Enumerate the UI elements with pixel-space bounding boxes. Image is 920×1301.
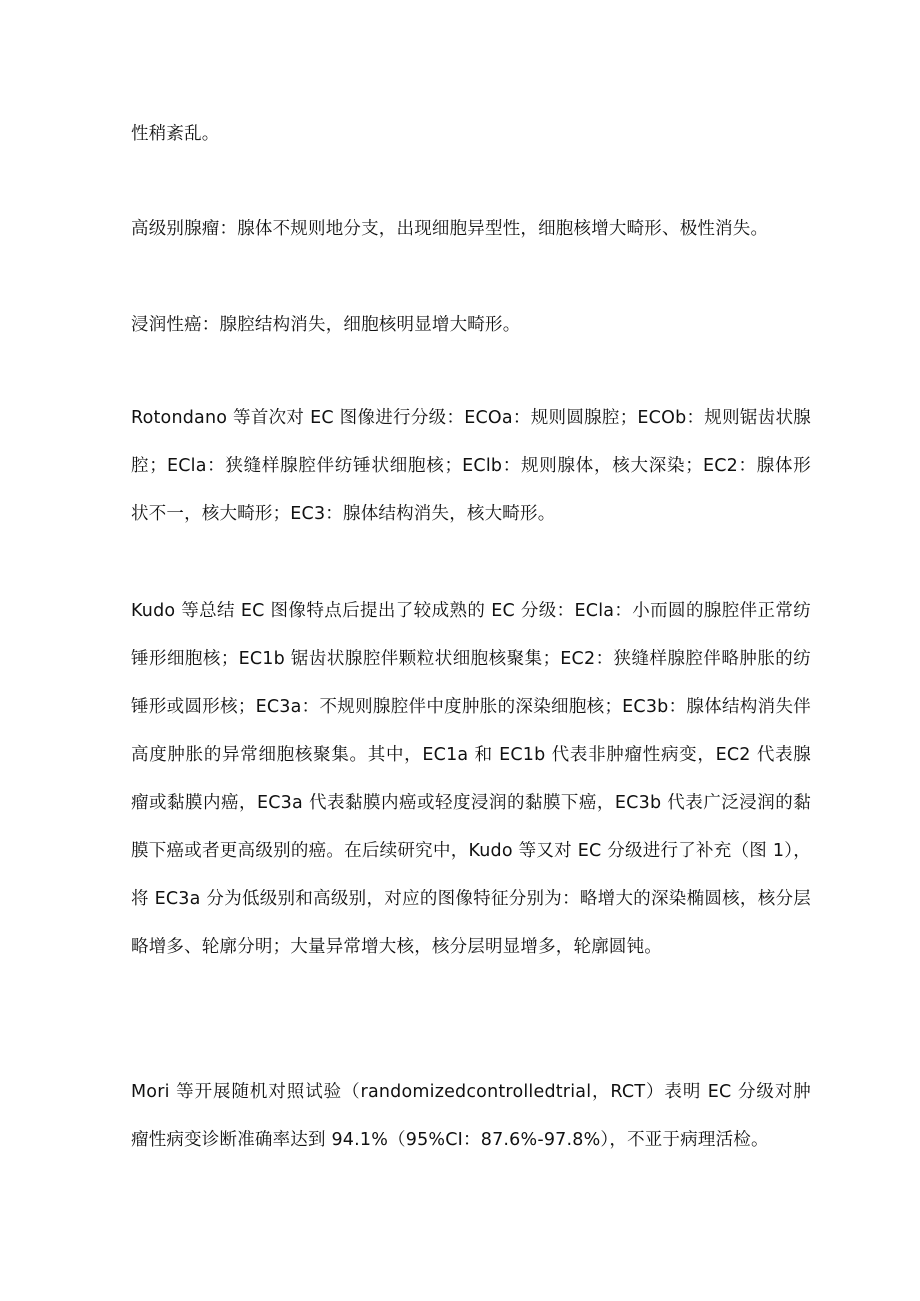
paragraph-intro-fragment: 性稍紊乱。 [131,124,220,144]
paragraph-kudo-classification: Kudo 等总结 EC 图像特点后提出了较成熟的 EC 分级：EClа：小而圆的腺腔伴正常纺锤形细胞核；EC1b 锯齿状腺腔伴颗粒状细胞核聚集；EC2：狭缝样腺腔伴略肿胀的纺锤形或圆形核；EC3a：不规则腺腔伴中度肿胀的深染细胞核；EC3b：腺体结构消失伴高度肿胀的异常细胞核聚集。其中，EC1a 和 EC1b 代表非肿瘤性病变，EC2 代表腺瘤或黏膜内癌，EC3a 代表黏膜内癌或轻度浸润的黏膜下癌，EC3b 代表广泛浸润的黏膜下癌或者更高级别的癌。在后续研究中，Kudo 等又对 EC 分级进行了补充（图 1），将 EC3a 分为低级别和高级别，对应的图像特征分别为：略增大的深染椭圆核，核分层略增多、轮廓分明；大量异常增大核，核分层明显增多，轮廓圆钝。 [131,601,811,957]
paragraph-high-grade-adenoma: 高级别腺瘤：腺体不规则地分支，出现细胞异型性，细胞核增大畸形、极性消失。 [131,219,769,239]
paragraph-mori-rct: Mori 等开展随机对照试验（randomizedcontrolledtrial，RCT）表明 EC 分级对肿瘤性病变诊断准确率达到 94.1%（95%CI：87.6%-97.8%），不亚于病理活检。 [131,1082,811,1150]
paragraph-rotondano-classification: Rotondano 等首次对 EC 图像进行分级：ECOa：规则圆腺腔；ECOb：规则锯齿状腺腔；EClа：狭缝样腺腔伴纺锤状细胞核；EClb：规则腺体，核大深染；EC2：腺体形状不一，核大畸形；EC3：腺体结构消失，核大畸形。 [131,408,811,524]
paragraph-invasive-cancer: 浸润性癌：腺腔结构消失，细胞核明显增大畸形。 [131,315,521,335]
